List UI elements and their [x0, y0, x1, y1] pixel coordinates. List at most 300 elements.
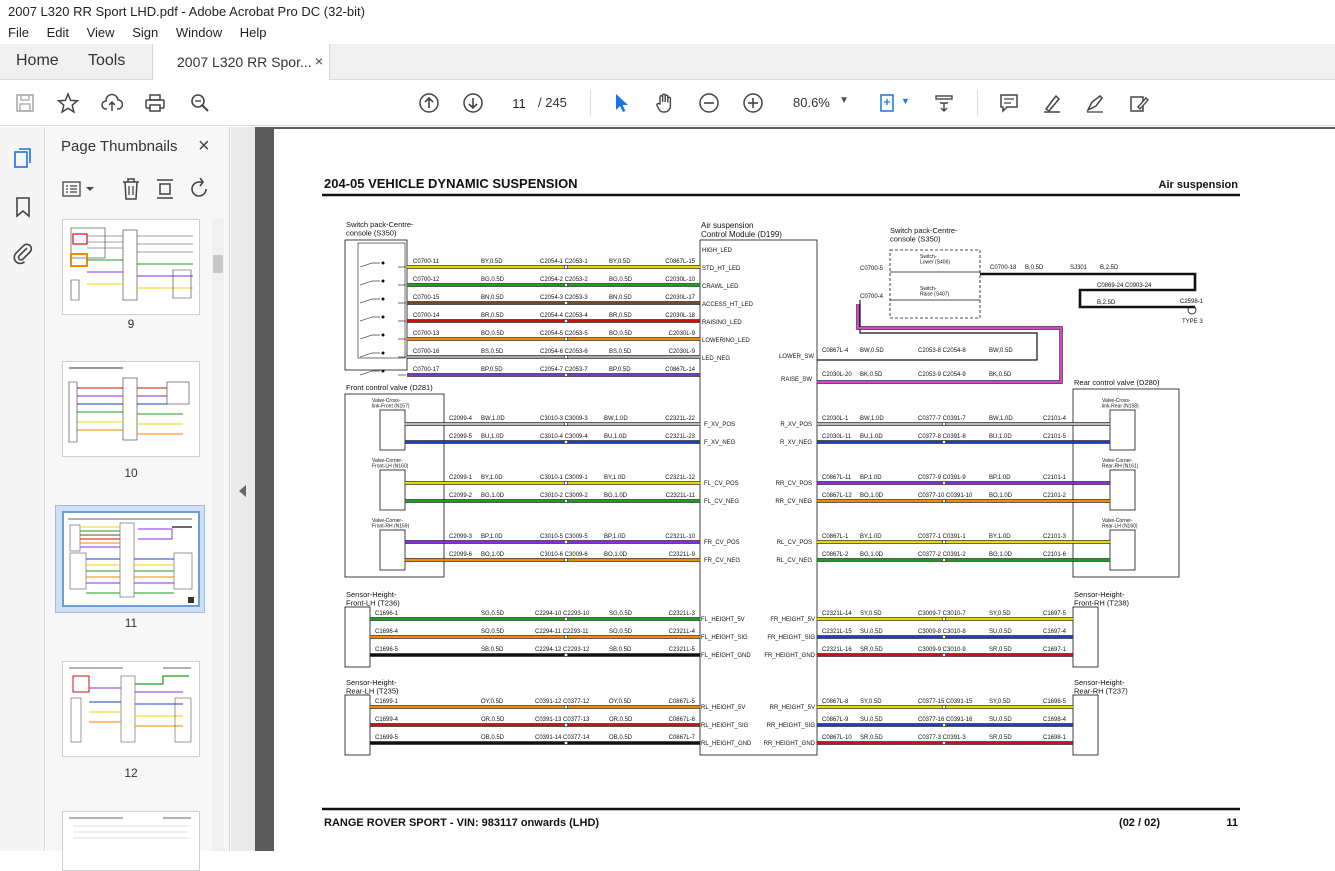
left-navigation-rail: [0, 127, 45, 851]
inline-connector: [942, 741, 946, 745]
sensor-rear-right-box: [1073, 695, 1098, 755]
inline-connector: [564, 283, 568, 287]
connector-label: C2030L-11: [822, 434, 852, 440]
connector-label: C2099-4: [449, 416, 473, 422]
wire-spec-label: BU,1.0D: [604, 434, 627, 440]
thumbnail-page-10[interactable]: [62, 361, 200, 457]
ground-wire: [980, 274, 1195, 307]
inline-connector: [564, 481, 568, 485]
inline-connector: [942, 653, 946, 657]
connector-label: C0867L-2: [822, 552, 849, 558]
wire-spec-label: BU,1.0D: [989, 434, 1012, 440]
zoom-select[interactable]: [785, 90, 857, 116]
wire-spec-label: SU,0.5D: [989, 717, 1012, 723]
thumbnails-scrollbar[interactable]: [212, 219, 224, 851]
extract-pages-icon[interactable]: [154, 177, 176, 206]
connector-label: C1696-1: [375, 611, 399, 617]
thumbnail-label-12: 12: [124, 766, 138, 780]
scrollbar-thumb[interactable]: [213, 255, 223, 273]
thumbnail-label-10: 10: [124, 466, 138, 480]
connector-label: C1699-4: [375, 717, 399, 723]
footer-page-range: (02 / 02): [1119, 817, 1160, 829]
wire-spec-label: SO,0.5D: [481, 629, 505, 635]
sensor-rear-right-label: Sensor-Height-Rear-RH (T237): [1074, 678, 1128, 696]
control-module-box: [700, 240, 817, 755]
inline-connector: [564, 653, 568, 657]
pdf-page: [274, 129, 1335, 851]
toolbar: [0, 80, 1335, 126]
connector-label: C0377-9 C0391-9: [918, 475, 966, 481]
thumbnail-page-9[interactable]: [62, 219, 200, 315]
connector-label: C2030L-9: [668, 331, 695, 337]
switch-pack-left-box: [345, 240, 407, 370]
connector-label: C0867L-9: [822, 717, 849, 723]
connector-label: C0700-4: [860, 294, 884, 300]
connector-label: C2294-11 C2293-11: [535, 629, 589, 635]
menu-help[interactable]: Help: [239, 25, 267, 40]
fill-sign-icon[interactable]: [1127, 91, 1151, 115]
splice-label: SJ301: [1070, 265, 1088, 271]
wire-spec-label: B,2.5D: [1097, 300, 1116, 306]
connector-label: C0867L-6: [668, 717, 695, 723]
inline-connector: [564, 741, 568, 745]
signal-label: RR_HEIGHT_SIG: [766, 723, 815, 729]
wire-spec-label: BG,0.5D: [609, 277, 633, 283]
signal-label: FR_HEIGHT_5V: [770, 617, 815, 623]
signal-label: RR_HEIGHT_5V: [769, 705, 815, 711]
signal-label: R_XV_POS: [780, 422, 812, 428]
menu-sign[interactable]: Sign: [132, 25, 159, 40]
signal-label: FR_CV_POS: [704, 540, 740, 546]
wire-spec-label: BG,1.0D: [481, 493, 505, 499]
wire-spec-label: SR,0.5D: [989, 647, 1012, 653]
signal-label: RL_CV_NEG: [776, 558, 812, 564]
inline-connector: [564, 558, 568, 562]
signal-label: RL_HEIGHT_SIG: [701, 723, 749, 729]
connector-label: C2099-1: [449, 475, 473, 481]
led-dot: [382, 262, 385, 265]
inline-connector: [942, 481, 946, 485]
bookmark-star-icon[interactable]: [56, 91, 80, 115]
led-dot: [382, 334, 385, 337]
wire-spec-label: SR,0.5D: [860, 647, 883, 653]
connector-label: C2101-5: [1043, 434, 1067, 440]
wire-raise-sw-outline: [817, 304, 1061, 382]
wire-spec-label: BP,1.0D: [860, 475, 882, 481]
page-thumbnails-icon[interactable]: [11, 147, 35, 176]
signal-label: RL_HEIGHT_GND: [701, 741, 752, 747]
connector-label: C2598-1: [1180, 299, 1204, 305]
thumbnail-page-12[interactable]: [62, 661, 200, 757]
menu-file[interactable]: File: [8, 25, 29, 40]
led-symbol: [360, 353, 372, 357]
connector-label: C1696-5: [375, 647, 399, 653]
wire-spec-label: BN,0.5D: [609, 295, 632, 301]
connector-label: C2099-6: [449, 552, 473, 558]
menu-edit[interactable]: Edit: [46, 25, 69, 40]
connector-label: C1698-5: [1043, 699, 1067, 705]
bookmark-icon[interactable]: [11, 195, 35, 224]
connector-label: C0377-15 C0391-15: [918, 699, 973, 705]
rear-valve-unit: [1110, 470, 1135, 510]
front-valve-unit: [380, 530, 405, 570]
led-dot: [382, 298, 385, 301]
rear-valve-unit: [1110, 530, 1135, 570]
wire-spec-label: BG,1.0D: [989, 552, 1013, 558]
previous-page-icon[interactable]: [417, 91, 441, 115]
thumbnails-panel: [46, 127, 230, 851]
wiring-diagram: [274, 129, 1335, 851]
zoom-search-icon[interactable]: [188, 91, 212, 115]
signal-label: FR_HEIGHT_SIG: [767, 635, 815, 641]
connector-label: C2321L-15: [822, 629, 852, 635]
inline-connector: [564, 373, 568, 377]
connector-label: C0700-5: [860, 266, 884, 272]
wire-spec-label: BP,1.0D: [481, 534, 503, 540]
front-valve-unit: [380, 410, 405, 450]
tab-home[interactable]: Home: [16, 52, 59, 69]
led-symbol: [360, 263, 372, 267]
signal-label: RR_CV_POS: [775, 481, 812, 487]
led-symbol: [360, 371, 372, 375]
connector-label: C0700-12: [413, 277, 440, 283]
connector-label: C0377-10 C0391-10: [918, 493, 973, 499]
led-symbol: [360, 335, 372, 339]
inline-connector: [564, 723, 568, 727]
connector-label: C3009-9 C3010-9: [918, 647, 966, 653]
wire-spec-label: BG,1.0D: [860, 552, 884, 558]
connector-label: C0391-13 C0377-13: [535, 717, 590, 723]
connector-label: C0867L-8: [822, 699, 849, 705]
scroll-mode-icon[interactable]: [932, 91, 956, 115]
wire-spec-label: OY,0.5D: [609, 699, 632, 705]
inline-connector: [942, 635, 946, 639]
attachment-icon[interactable]: [11, 241, 35, 270]
sensor-rear-left-box: [345, 695, 370, 755]
wire-spec-label: BG,1.0D: [604, 493, 628, 499]
connector-label: C2321L-11: [665, 493, 695, 499]
rotate-icon[interactable]: [188, 177, 210, 206]
inline-connector: [942, 558, 946, 562]
signal-label: HIGH_LED: [702, 248, 733, 254]
wire-spec-label: BO,1.0D: [604, 552, 628, 558]
inline-connector: [942, 723, 946, 727]
wire-spec-label: BW,0.5D: [860, 348, 884, 354]
connector-label: C1699-1: [375, 699, 399, 705]
wire-spec-label: BP,1.0D: [989, 475, 1011, 481]
connector-label: C0867L-12: [822, 493, 852, 499]
next-page-icon[interactable]: [461, 91, 485, 115]
inline-connector: [942, 705, 946, 709]
select-cursor-icon[interactable]: [609, 91, 633, 115]
connector-label: C1697-5: [1043, 611, 1067, 617]
front-valve-unit-label: Valve-Corner-Front-LH (N160): [372, 458, 409, 470]
signal-label: R_XV_NEG: [779, 440, 812, 446]
sign-pen-icon[interactable]: [1083, 91, 1107, 115]
wire-spec-label: BO,1.0D: [481, 552, 505, 558]
connector-label: C0867L-7: [668, 735, 695, 741]
inline-connector: [564, 355, 568, 359]
print-icon[interactable]: [143, 91, 167, 115]
chevron-down-icon[interactable]: ▼: [901, 96, 910, 106]
connector-label: C2321L-10: [665, 534, 695, 540]
signal-label: FL_CV_NEG: [704, 499, 740, 505]
subsection-title: Air suspension: [1158, 179, 1238, 191]
rear-valve-unit-label: Valve-Cross-link-Rear (N158): [1102, 398, 1139, 410]
wire-spec-label: OB,0.5D: [609, 735, 633, 741]
connector-label: C1697-1: [1043, 647, 1067, 653]
switch-pack-right-label: Switch pack-Centre-console (S350): [890, 226, 958, 244]
delete-icon[interactable]: [120, 177, 142, 206]
signal-label: FL_HEIGHT_SIG: [701, 635, 748, 641]
wire-spec-label: BU,1.0D: [860, 434, 883, 440]
connector-label: C1698-4: [1043, 717, 1067, 723]
zoom-in-icon[interactable]: [741, 91, 765, 115]
window-title: 2007 L320 RR Sport LHD.pdf - Adobe Acrobat Pro DC (32-bit): [0, 0, 1335, 24]
options-menu-icon[interactable]: [62, 179, 98, 204]
wire-raise-sw: [817, 304, 1061, 382]
wire-spec-label: BN,0.5D: [481, 295, 504, 301]
wire-spec-label: SY,0.5D: [989, 699, 1011, 705]
connector-label: C2099-3: [449, 534, 473, 540]
highlight-pen-icon[interactable]: [1040, 91, 1064, 115]
connector-label: C2030L-1: [822, 416, 849, 422]
wire-spec-label: SR,0.5D: [989, 735, 1012, 741]
signal-label: CRAWL_LED: [702, 284, 739, 290]
wire-spec-label: BY,0.5D: [481, 259, 503, 265]
inline-connector: [942, 440, 946, 444]
signal-label: FL_CV_POS: [704, 481, 739, 487]
sensor-front-right-box: [1073, 607, 1098, 667]
connector-label: C2321L-4: [668, 629, 695, 635]
connector-label: C3010-5 C3009-5: [540, 534, 588, 540]
comment-icon[interactable]: [997, 91, 1021, 115]
connector-label: C2101-2: [1043, 493, 1067, 499]
signal-label: RAISING_LED: [702, 320, 742, 326]
connector-label: C0869-24 C0903-24: [1097, 283, 1152, 289]
inline-connector: [942, 499, 946, 503]
connector-label: C2321L-3: [668, 611, 695, 617]
page-total: / 245: [538, 95, 567, 110]
wire-spec-label: BR,0.5D: [481, 313, 504, 319]
front-valve-unit-label: Valve-Cross-link-Front (N157): [372, 398, 410, 410]
connector-label: C3010-3 C3009-3: [540, 416, 588, 422]
menu-bar: [0, 24, 1335, 44]
front-valve-label: Front control valve (D281): [346, 383, 433, 392]
connector-label: C0700-17: [413, 367, 440, 373]
signal-label: LOWERING_LED: [702, 338, 750, 344]
connector-label: C0391-12 C0377-12: [535, 699, 590, 705]
wire-spec-label: BR,0.5D: [609, 313, 632, 319]
toolbar-divider: [590, 90, 591, 116]
front-valve-box: [345, 394, 444, 577]
connector-label: C2053-9 C2054-9: [918, 372, 966, 378]
wire-spec-label: BW,0.5D: [989, 348, 1013, 354]
wire-spec-label: SG,0.5D: [481, 611, 505, 617]
led-symbol: [360, 281, 372, 285]
collapse-arrow-icon[interactable]: [239, 485, 246, 497]
page-number-input[interactable]: [503, 91, 535, 115]
menu-window[interactable]: Window: [175, 25, 223, 40]
connector-label: C0377-1 C0391-1: [918, 534, 966, 540]
wire-spec-label: BG,0.5D: [481, 277, 505, 283]
close-tab-icon[interactable]: ×: [314, 53, 323, 69]
hand-tool-icon[interactable]: [653, 91, 677, 115]
connector-label: C2321L-14: [822, 611, 852, 617]
connector-label: C2321L-23: [665, 434, 695, 440]
connector-label: C2053-8 C2054-8: [918, 348, 966, 354]
wire-spec-label: SB,0.5D: [609, 647, 632, 653]
wire-spec-label: OR,0.5D: [481, 717, 505, 723]
wire-spec-label: BP,1.0D: [604, 534, 626, 540]
connector-label: C0867L-11: [822, 475, 852, 481]
connector-label: C0700-11: [413, 259, 439, 265]
thumbnail-page-11[interactable]: [62, 511, 200, 607]
connector-label: C0867L-1: [822, 534, 849, 540]
led-symbol: [360, 299, 372, 303]
connector-label: C3009-7 C3010-7: [918, 611, 966, 617]
connector-label: C0700-13: [413, 331, 440, 337]
connector-label: C0377-16 C0391-16: [918, 717, 973, 723]
signal-label: RL_CV_POS: [776, 540, 812, 546]
wire-spec-label: BY,1.0D: [989, 534, 1011, 540]
fit-page-icon[interactable]: [876, 91, 900, 115]
front-valve-unit-label: Valve-Corner-Front-RH (N159): [372, 518, 410, 530]
signal-label: LOWER_SW: [779, 354, 815, 360]
signal-label: STD_HT_LED: [702, 266, 741, 272]
save-icon[interactable]: [13, 91, 37, 115]
signal-label: FR_CV_NEG: [704, 558, 741, 564]
connector-label: C0867L-4: [822, 348, 849, 354]
connector-label: C2321L-16: [822, 647, 852, 653]
signal-label: FR_HEIGHT_GND: [764, 653, 815, 659]
signal-label: RL_HEIGHT_5V: [701, 705, 746, 711]
connector-label: C0377-2 C0391-2: [918, 552, 966, 558]
connector-label: C2030L-20: [822, 372, 852, 378]
signal-label: FL_HEIGHT_GND: [701, 653, 751, 659]
wire-spec-label: SU,0.5D: [860, 717, 883, 723]
wire-spec-label: OY,0.5D: [481, 699, 504, 705]
footer-page-number: 11: [1226, 817, 1238, 829]
inline-connector: [564, 617, 568, 621]
connector-label: C1698-1: [1043, 735, 1067, 741]
tab-document[interactable]: [152, 44, 330, 81]
rear-valve-unit-label: Valve-Corner-Rear-LH (N160): [1102, 518, 1138, 530]
tab-tools[interactable]: Tools: [88, 52, 126, 69]
wire-spec-label: SU,0.5D: [860, 629, 883, 635]
wire-spec-label: SR,0.5D: [860, 735, 883, 741]
footer-vehicle: RANGE ROVER SPORT - VIN: 983117 onwards (LHD): [324, 817, 600, 829]
connector-label: C2321L-9: [668, 552, 695, 558]
signal-label: RAISE_SW: [781, 377, 813, 383]
rear-valve-unit: [1110, 410, 1135, 450]
sensor-front-right-label: Sensor-Height-Front-RH (T238): [1074, 590, 1130, 608]
connector-label: C2321L-5: [668, 647, 695, 653]
wire-spec-label: BK,0.5D: [989, 372, 1012, 378]
connector-label: C3010-1 C3009-1: [540, 475, 588, 481]
thumbnail-tools: [58, 177, 218, 201]
led-dot: [382, 352, 385, 355]
wire-spec-label: B,2.5D: [1100, 265, 1119, 271]
inline-connector: [564, 499, 568, 503]
connector-label: C0700-14: [413, 313, 440, 319]
connector-label: C2054-5 C2053-5: [540, 331, 588, 337]
wire-spec-label: BY,0.5D: [609, 259, 631, 265]
connector-label: C3010-4 C3009-4: [540, 434, 588, 440]
connector-label: C0377-3 C0391-3: [918, 735, 966, 741]
inline-connector: [942, 540, 946, 544]
panel-collapse-handle[interactable]: [231, 127, 255, 851]
inline-connector: [564, 301, 568, 305]
wire-spec-label: BY,1.0D: [604, 475, 626, 481]
toolbar-divider: [977, 90, 978, 116]
close-panel-icon[interactable]: ×: [198, 135, 210, 157]
rear-valve-label: Rear control valve (D280): [1074, 378, 1160, 387]
connector-label: C2054-3 C2053-3: [540, 295, 588, 301]
zoom-out-icon[interactable]: [697, 91, 721, 115]
connector-label: C0700-15: [413, 295, 440, 301]
connector-label: C2030L-18: [665, 313, 695, 319]
thumbnails-header: Page Thumbnails: [61, 138, 178, 155]
connector-label: C2099-5: [449, 434, 473, 440]
wire-spec-label: B,0.5D: [1025, 265, 1044, 271]
connector-label: C2054-1 C2053-1: [540, 259, 588, 265]
led-dot: [382, 280, 385, 283]
switch-pack-left-inner: [358, 243, 405, 358]
wire-spec-label: BU,1.0D: [481, 434, 504, 440]
wire-spec-label: BP,0.5D: [609, 367, 631, 373]
inline-connector: [564, 540, 568, 544]
wire-spec-label: BO,0.5D: [609, 331, 633, 337]
connector-label: C2294-12 C2293-12: [535, 647, 590, 653]
thumbnail-page-13[interactable]: [62, 811, 200, 871]
connector-label: C1696-4: [375, 629, 399, 635]
cloud-upload-icon[interactable]: [100, 91, 124, 115]
thumbnail-label-9: 9: [127, 317, 135, 331]
connector-label: C1699-5: [375, 735, 399, 741]
switch-raise-label: Switch-Raise (S407): [920, 286, 950, 298]
wire-spec-label: SY,0.5D: [860, 699, 882, 705]
front-valve-unit: [380, 470, 405, 510]
connector-label: C3010-6 C3009-6: [540, 552, 588, 558]
wire-spec-label: BY,1.0D: [860, 534, 882, 540]
wire-spec-label: BW,1.0D: [860, 416, 884, 422]
wire-spec-label: BW,1.0D: [989, 416, 1013, 422]
connector-label: C2101-3: [1043, 534, 1067, 540]
connector-label: C2054-7 C2053-7: [540, 367, 588, 373]
control-module-label: Air suspension Control Module (D199): [701, 221, 782, 239]
sensor-front-left-label: Sensor-Height-Front-LH (T236): [346, 590, 400, 608]
section-title: 204-05 VEHICLE DYNAMIC SUSPENSION: [324, 176, 578, 191]
inline-connector: [564, 635, 568, 639]
wire-spec-label: BP,0.5D: [481, 367, 503, 373]
signal-label: FL_HEIGHT_5V: [701, 617, 745, 623]
connector-label: C0867L-15: [665, 259, 695, 265]
inline-connector: [564, 337, 568, 341]
connector-label: C2101-6: [1043, 552, 1067, 558]
switch-lower-label: Switch-Lower (S406): [920, 254, 951, 266]
signal-label: ACCESS_HT_LED: [702, 302, 754, 308]
signal-label: LED_NEG: [702, 356, 731, 362]
menu-view[interactable]: View: [86, 25, 115, 40]
switch-pack-left-label: Switch pack-Centre-console (S350): [346, 220, 414, 238]
connector-label: C2030L-17: [665, 295, 695, 301]
ground-type-label: TYPE 3: [1182, 319, 1203, 325]
connector-label: C0377-8 C0391-8: [918, 434, 966, 440]
signal-label: RR_CV_NEG: [775, 499, 812, 505]
wire-spec-label: BS,0.5D: [481, 349, 504, 355]
connector-label: C2321L-22: [665, 416, 695, 422]
